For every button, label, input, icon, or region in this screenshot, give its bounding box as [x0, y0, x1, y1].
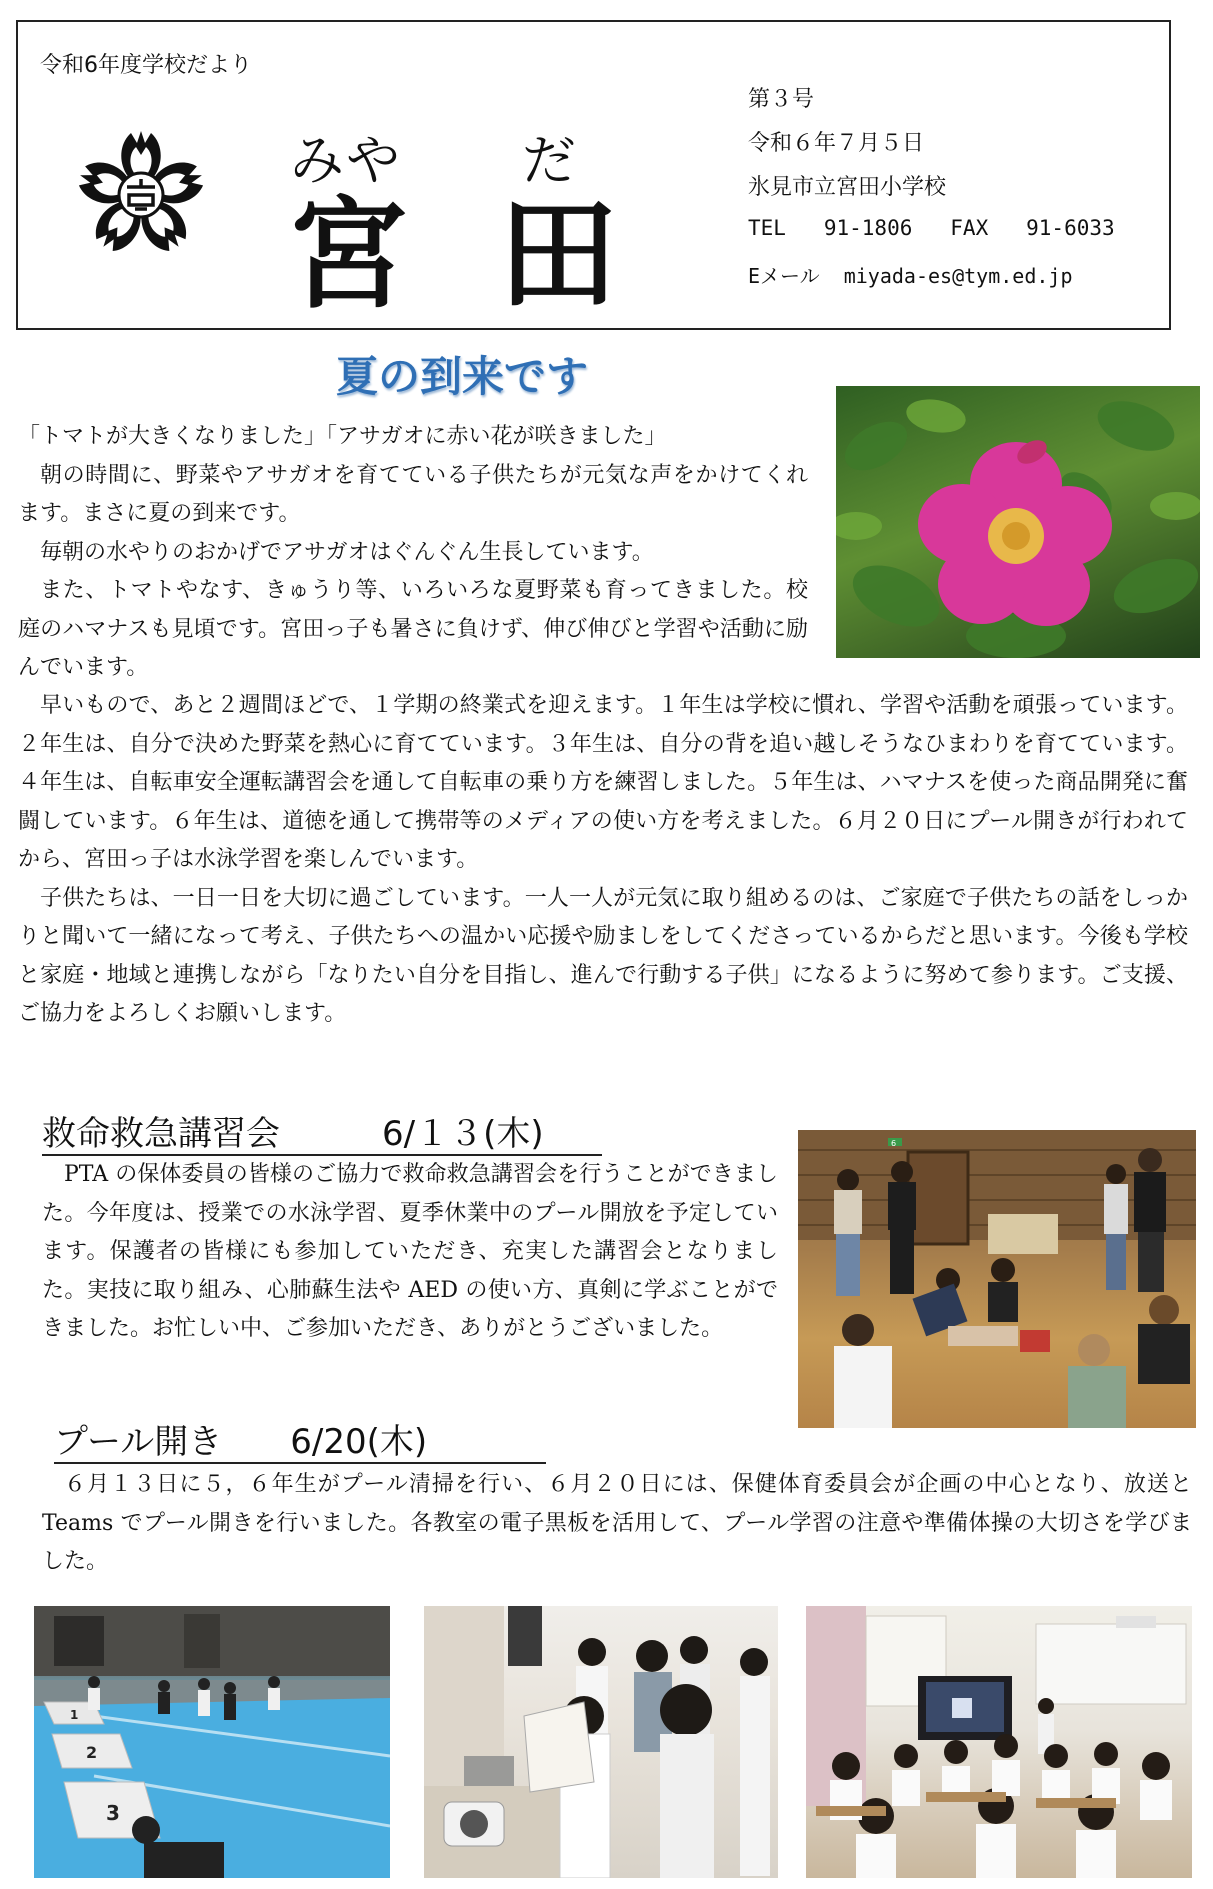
contact-email: Eメール miyada-es@tym.ed.jp	[748, 264, 1073, 288]
hamanasu-flower-photo	[836, 386, 1200, 658]
body-paragraph: 早いもので、あと２週間ほどで、１学期の終業式を迎えます。１年生は学校に慣れ、学習や活動を頑張っています。２年生は、自分で決めた野菜を熱心に育てています。３年生は、自分の背を追い越しそうなひまわりを育てています。４年生は、自転車安全運転講習会を通して自転車の乗り方を練習しました。５年生は、ハマナスを使った商品開発に奮闘しています。６年生は、道徳を通して携帯等のメディアの使い方を考えました。６月２０日にプール開きが行われてから、宮田っ子は水泳学習を楽しんでいます。	[18, 693, 1188, 872]
intro-paragraph: 毎朝の水やりのおかげでアサガオはぐんぐん生長しています。	[40, 539, 654, 565]
lane-number: 3	[106, 1801, 120, 1825]
issue-number: 第３号	[748, 87, 815, 112]
pool-section-heading: プール開き 6/20(木)	[54, 1422, 546, 1464]
article-headline: 夏の到来です	[336, 352, 589, 401]
main-text	[18, 687, 1188, 1034]
title-reading-first: みや	[290, 129, 402, 192]
school-crest-icon	[74, 128, 208, 262]
pool-paragraph: ６月１３日に５，６年生がプール清掃を行い、６月２０日には、保健体育委員会が企画の中心となり、放送と Teams でプール開きを行いました。各教室の電子黒板を活用して、プール学習の注意や準備体操の大切さを学びました。	[42, 1472, 1192, 1574]
body-paragraph: 子供たちは、一日一日を大切に過ごしています。一人一人が元気に取り組めるのは、ご家庭で子供たちの話をしっかりと聞いて一緒になって考え、子供たちへの温かい応援や励ましをしてくださっているからだと思います。今後も学校と家庭・地域と連携しながら「なりたい自分を目指し、進んで行動する子供」になるように努めて参ります。ご支援、ご協力をよろしくお願いします。	[18, 885, 1188, 1026]
cpr-training-photo	[798, 1130, 1196, 1428]
cpr-section-heading: 救命救急講習会 6/１３(木)	[42, 1114, 602, 1156]
classroom-screen-photo	[806, 1606, 1192, 1878]
title-kanji-second: 田	[498, 186, 618, 325]
title-kanji-first: 宮	[288, 186, 408, 325]
title-reading-second: だ	[522, 129, 578, 192]
contact-phone-fax: TEL 91-1806 FAX 91-6033	[748, 216, 1115, 240]
intro-paragraph: 朝の時間に、野菜やアサガオを育てている子供たちが元気な声をかけてくれます。まさに夏の到来です。	[18, 462, 808, 526]
series-label: 令和6年度学校だより	[40, 53, 252, 78]
cpr-section-text	[42, 1156, 778, 1349]
lane-number: 2	[86, 1743, 98, 1762]
intro-text	[18, 418, 808, 688]
school-name: 氷見市立宮田小学校	[748, 175, 947, 200]
issue-date: 令和６年７月５日	[748, 131, 925, 156]
intro-paragraph: 「トマトが大きくなりました」「アサガオに赤い花が咲きました」	[18, 424, 667, 449]
lane-number: 1	[70, 1708, 79, 1722]
intro-paragraph: また、トマトやなす、きゅうり等、いろいろな夏野菜も育ってきました。校庭のハマナスも見頃です。宮田っ子も暑さに負けず、伸び伸びと学習や活動に励んでいます。	[18, 578, 808, 680]
wall-sign-number: 6	[891, 1139, 897, 1148]
classroom-broadcast-photo	[424, 1606, 778, 1878]
pool-section-text	[42, 1466, 1192, 1582]
cpr-paragraph: PTA の保体委員の皆様のご協力で救命救急講習会を行うことができました。今年度は、授業での水泳学習、夏季休業中のプール開放を予定しています。保護者の皆様にも参加していただき、充実した講習会となりました。実技に取り組み、心肺蘇生法や AED の使い方、真剣に学ぶことができました。お忙しい中、ご参加いただき、ありがとうございました。	[42, 1162, 778, 1341]
pool-cleaning-photo	[34, 1606, 390, 1878]
